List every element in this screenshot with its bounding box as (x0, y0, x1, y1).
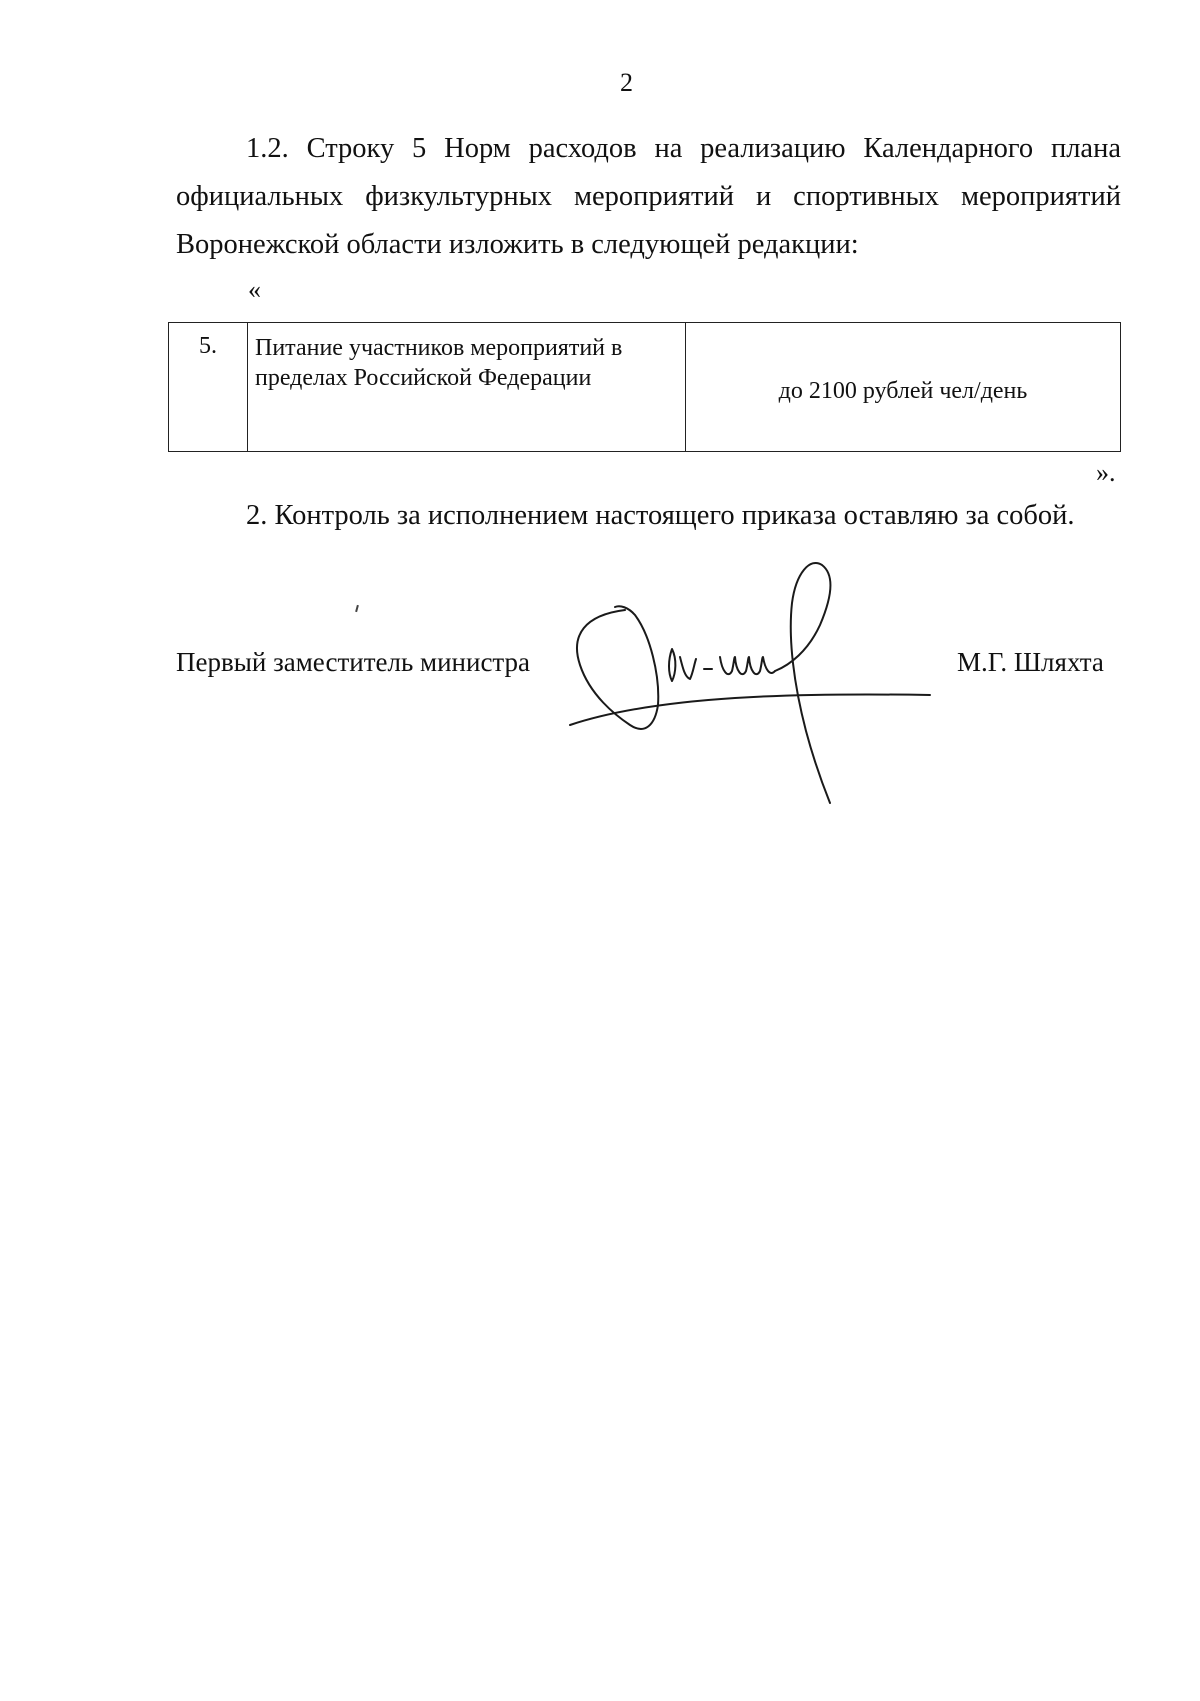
open-quote: « (248, 275, 261, 304)
close-quote: ». (1096, 458, 1116, 487)
signatory-position: Первый заместитель министра (176, 647, 531, 677)
scan-speck (355, 605, 359, 612)
clause-1-2-text: 1.2. Строку 5 Норм расходов на реализацию Календарного плана официальных физкультурных мероприятий и спортивных мероприятий Воронежской области изложить в следующей редакции: (176, 133, 1121, 260)
clause-1-2 (176, 125, 1121, 269)
row-description: Питание участников мероприятий в пределах Российской Федерации (248, 323, 686, 452)
row-number: 5. (169, 323, 248, 452)
row-norm: до 2100 рублей чел/день (686, 323, 1121, 452)
signatory-name: М.Г. Шляхта (957, 647, 1104, 677)
table-row (169, 323, 1121, 452)
norms-table (168, 322, 1121, 452)
clause-2: 2. Контроль за исполнением настоящего приказа оставляю за собой. (246, 500, 1075, 531)
signature-graphic (560, 555, 940, 810)
page-number: 2 (620, 68, 633, 97)
